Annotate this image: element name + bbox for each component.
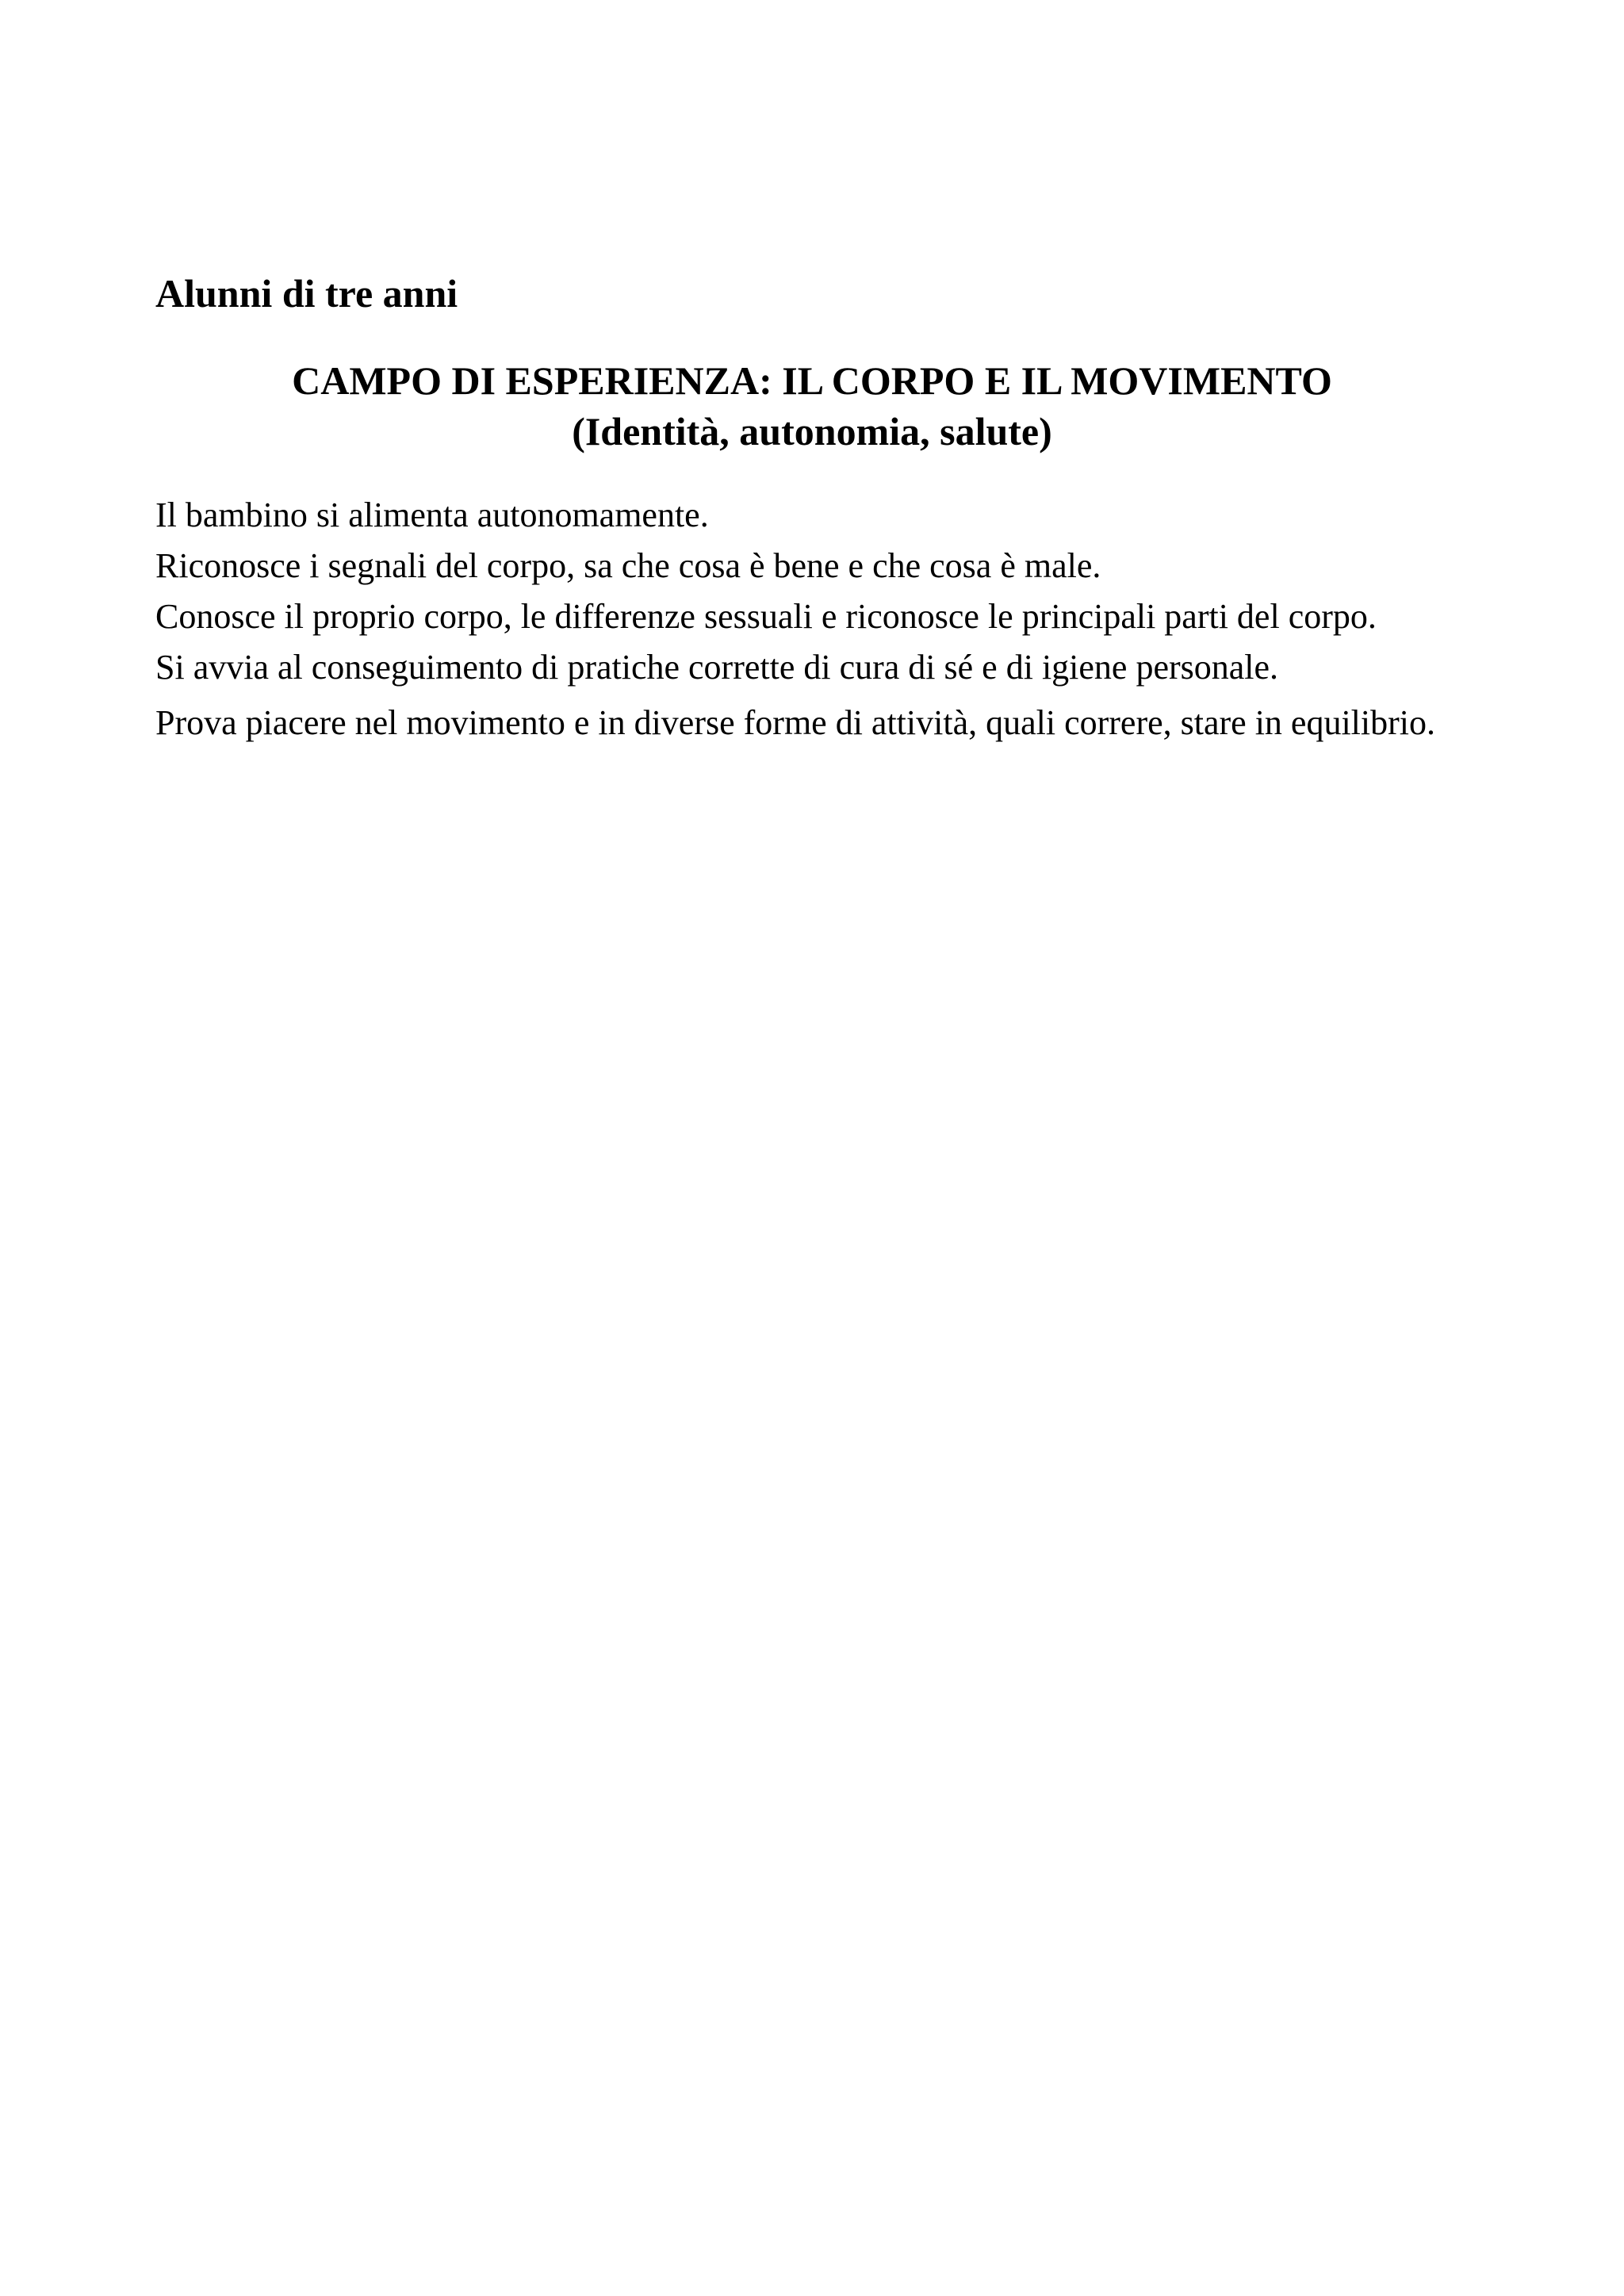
paragraph-2: Riconosce i segnali del corpo, sa che cosa è bene e che cosa è male. [155, 546, 1101, 585]
paragraph-5: Prova piacere nel movimento e in diverse forme di attività, quali correre, stare in equilibrio. [155, 703, 1435, 742]
paragraph-3: Conosce il proprio corpo, le differenze sessuali e riconosce le principali parti del corpo. [155, 597, 1377, 636]
paragraph-4: Si avvia al conseguimento di pratiche corrette di cura di sé e di igiene personale. [155, 648, 1279, 687]
section-title [155, 355, 1469, 457]
section-title-line-1: CAMPO DI ESPERIENZA: IL CORPO E IL MOVIMENTO [292, 358, 1332, 403]
paragraph-1: Il bambino si alimenta autonomamente. [155, 496, 709, 534]
document-heading: Alunni di tre anni [155, 271, 458, 316]
section-title-line-2: (Identità, autonomia, salute) [572, 409, 1052, 453]
body-text [155, 490, 1456, 753]
